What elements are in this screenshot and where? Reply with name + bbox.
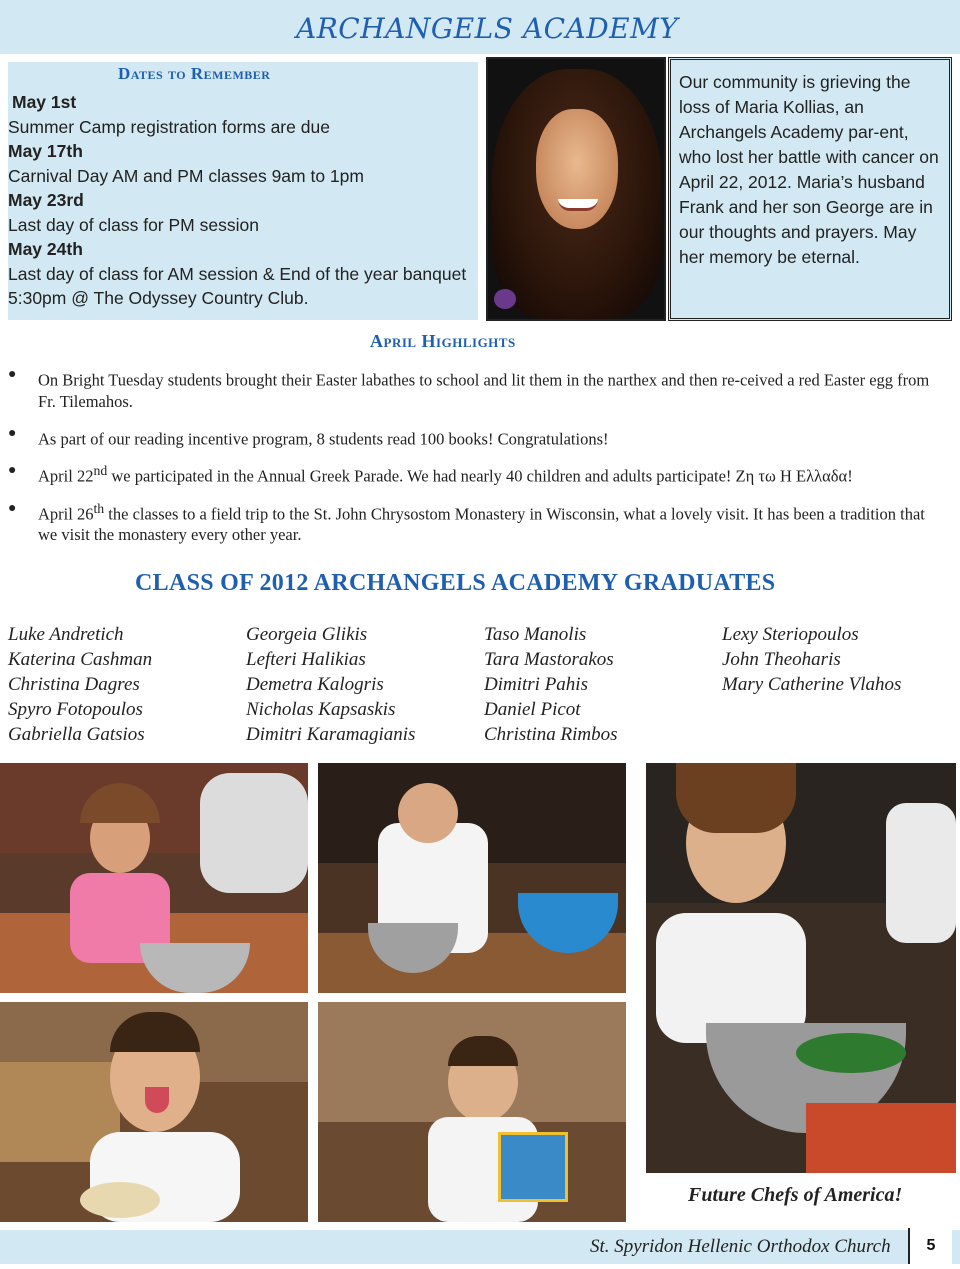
date-description: Summer Camp registration forms are due — [8, 116, 330, 137]
photo-girls-mixing — [0, 763, 308, 993]
highlight-item — [8, 460, 938, 487]
highlight-lead: April 22 — [38, 466, 94, 486]
graduate-name: Georgeia Glikis — [246, 624, 368, 645]
graduate-name: Mary Catherine Vlahos — [722, 674, 902, 695]
highlight-text: As part of our reading incentive program, 8 students read 100 books! Congratulations! — [38, 429, 609, 448]
bullet-icon: ● — [8, 367, 17, 382]
graduates-title: CLASS OF 2012 ARCHANGELS ACADEMY GRADUATES — [135, 570, 776, 596]
graduate-name: Demetra Kalogris — [246, 674, 384, 695]
photo-boy-tongue — [0, 1002, 308, 1222]
photo-boy-book — [318, 1002, 626, 1222]
bullet-icon: ● — [8, 463, 17, 478]
highlight-text: On Bright Tuesday students brought their Easter labathes to school and lit them in the narthex and then re-ceived a red Easter egg from Fr. Tilemahos. — [38, 370, 930, 411]
portrait-face — [536, 109, 618, 229]
footer-church-name: St. Spyridon Hellenic Orthodox Church — [590, 1236, 891, 1257]
graduate-name: Dimitri Karamagianis — [246, 724, 416, 745]
portrait-smile — [558, 199, 598, 211]
photo-second-child — [886, 803, 956, 943]
portrait-flower — [494, 289, 516, 309]
highlight-item — [8, 364, 938, 412]
graduate-name: Nicholas Kapsaskis — [246, 699, 396, 720]
graduate-name: Gabriella Gatsios — [8, 724, 145, 745]
highlight-text: the classes to a field trip to the St. John Chrysostom Monastery in Wisconsin, what a lovely visit. It has been a tradition that we visit the monastery every other year. — [38, 504, 925, 544]
page-title: ARCHANGELS ACADEMY — [296, 12, 679, 45]
date-description: Last day of class for PM session — [8, 214, 259, 235]
graduates-column-1 — [8, 622, 244, 747]
date-label: May 24th — [8, 239, 83, 259]
graduate-name: Lexy Steriopoulos — [722, 624, 859, 645]
dates-to-remember-box — [8, 62, 478, 320]
highlight-item — [8, 423, 938, 450]
graduate-name: Katerina Cashman — [8, 649, 153, 670]
date-label: May 1st — [12, 92, 77, 112]
photo-adult-arm — [200, 773, 308, 893]
maria-portrait-photo — [486, 57, 666, 321]
date-description: Last day of class for AM session & End of the year banquet 5:30pm @ The Odyssey Country Club. — [8, 263, 467, 308]
graduates-column-3 — [484, 622, 720, 747]
page-number: 5 — [908, 1228, 952, 1264]
graduates-column-2 — [246, 622, 482, 747]
dates-list — [8, 90, 478, 311]
photo-tray — [806, 1103, 956, 1173]
highlight-lead: April 26 — [38, 504, 94, 523]
graduate-name: Christina Dagres — [8, 674, 140, 695]
date-label: May 17th — [8, 141, 83, 161]
photo-child-hair — [676, 763, 796, 833]
highlight-sup: nd — [93, 463, 108, 478]
graduate-name: Dimitri Pahis — [484, 674, 588, 695]
tribute-text: Our community is grieving the loss of Maria Kollias, an Archangels Academy par-ent, who lost her battle with cancer on April 22, 2012. Maria’s husband Frank and her son George are in our thoughts and prayers. May her memory be eternal. — [679, 72, 939, 267]
highlight-sup: th — [93, 500, 105, 516]
graduate-name: Daniel Picot — [484, 699, 581, 720]
graduates-column-4 — [722, 622, 958, 697]
graduate-name: Spyro Fotopoulos — [8, 699, 143, 720]
photo-caption: Future Chefs of America! — [688, 1184, 903, 1206]
photo-girl-stirring — [646, 763, 956, 1173]
bullet-icon: ● — [8, 500, 17, 516]
graduate-name: Christina Rimbos — [484, 724, 618, 745]
date-description: Carnival Day AM and PM classes 9am to 1pm — [8, 165, 364, 186]
photo-book — [498, 1132, 568, 1202]
date-label: May 23rd — [8, 190, 84, 210]
graduate-name: Luke Andretich — [8, 624, 124, 645]
bullet-icon: ● — [8, 425, 17, 441]
photo-child-tongue — [145, 1087, 169, 1113]
photo-plate — [80, 1182, 160, 1218]
photo-child-face — [398, 783, 458, 843]
graduate-name: John Theoharis — [722, 649, 841, 670]
graduate-name: Taso Manolis — [484, 624, 587, 645]
dates-title: Dates to Remember — [118, 64, 271, 83]
highlight-item — [8, 498, 938, 546]
graduate-name: Tara Mastorakos — [484, 649, 614, 670]
april-highlights-title: April Highlights — [370, 331, 516, 351]
photo-greens — [796, 1033, 906, 1073]
photo-boy-spoon — [318, 763, 626, 993]
tribute-box — [668, 57, 952, 321]
april-highlights-list — [8, 364, 938, 556]
highlight-text: we participated in the Annual Greek Parade. We had nearly 40 children and adults participate! Ζη τω Η Ελλαδα! — [107, 466, 853, 486]
graduate-name: Lefteri Halikias — [246, 649, 366, 670]
